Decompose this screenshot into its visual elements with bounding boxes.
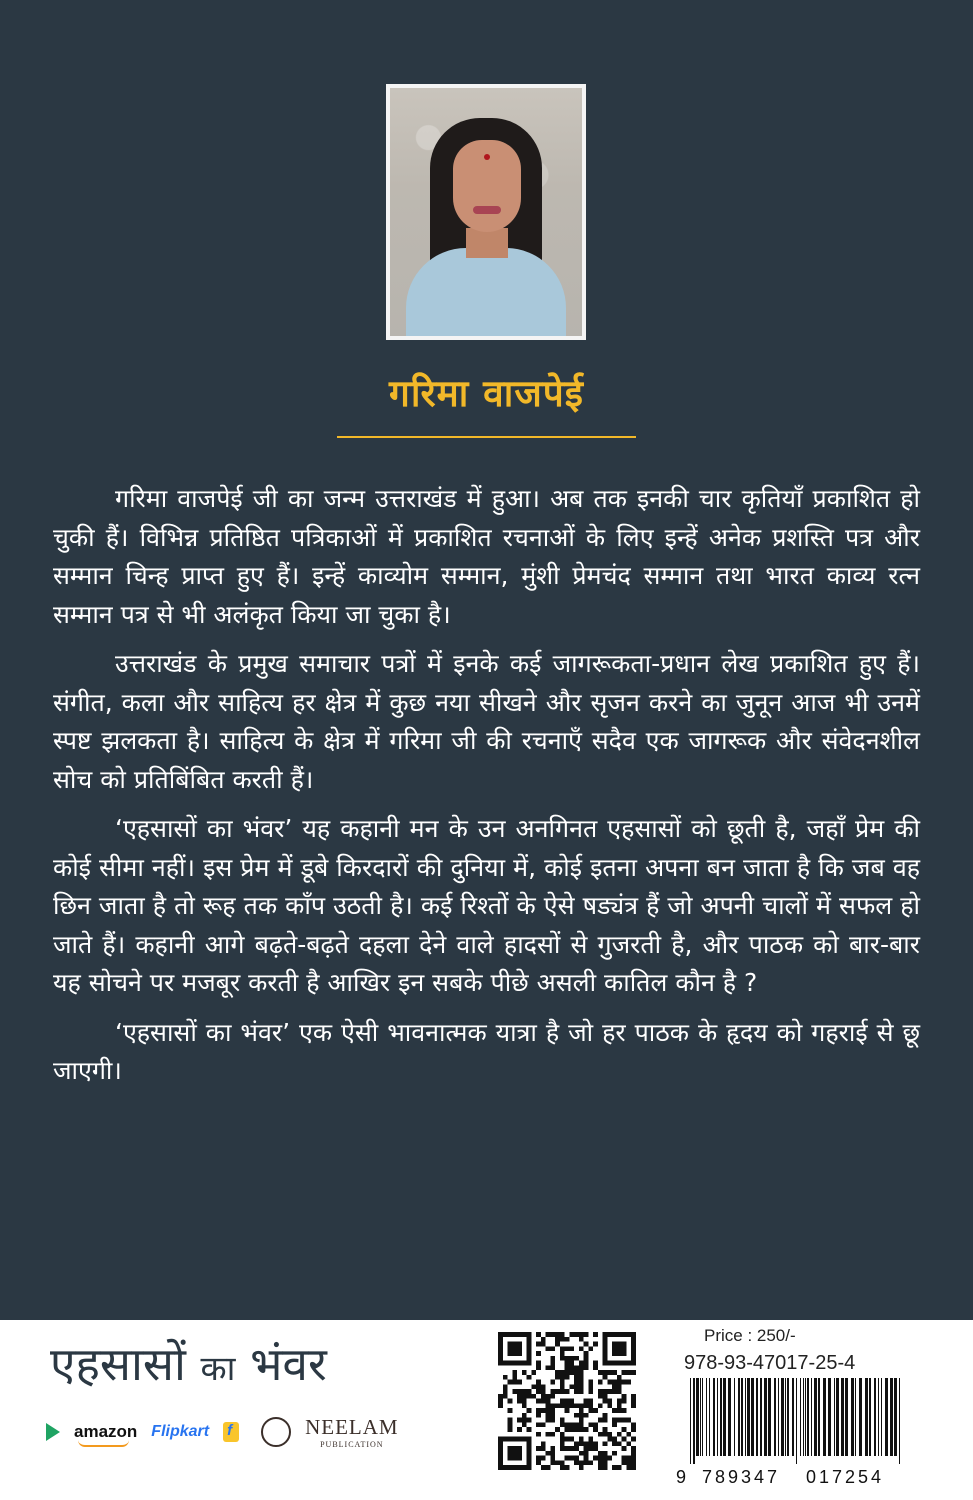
- barcode-digits-left: 789347: [702, 1467, 781, 1487]
- price-label: Price : 250/-: [704, 1326, 796, 1345]
- barcode-digits: [676, 1467, 916, 1488]
- book-title: [50, 1332, 490, 1394]
- flipkart-logo: Flipkart: [151, 1423, 210, 1440]
- google-play-icon: [46, 1423, 60, 1441]
- store-logos: [46, 1415, 399, 1449]
- book-title-word: एहसासों: [50, 1337, 186, 1391]
- flipkart-bag-icon: [223, 1422, 239, 1442]
- book-title-word: भंवर: [250, 1337, 327, 1391]
- author-portrait: [390, 88, 582, 336]
- publisher-name: NEELAM: [305, 1415, 399, 1439]
- barcode-digit-first: 9: [676, 1467, 687, 1487]
- isbn-label: 978-93-47017-25-4: [684, 1352, 856, 1374]
- name-underline: [337, 436, 636, 438]
- barcode-digits-right: 017254: [806, 1467, 885, 1487]
- bio-paragraph: गरिमा वाजपेई जी का जन्म उत्तराखंड में हुआ। अब तक इनकी चार कृतियाँ प्रकाशित हो चुकी हैं। विभिन्न प्रतिष्ठित पत्रिकाओं में प्रकाशित रचनाओं के लिए इन्हें अनेक प्रशस्ति पत्र और सम्मान चिन्ह प्राप्त हुए हैं। इन्हें काव्योम सम्मान, मुंशी प्रेमचंद सम्मान तथा भारत काव्य रत्न सम्मान पत्र से भी अलंकृत किया जा चुका है।: [53, 484, 920, 629]
- neelam-emblem-icon: [261, 1417, 291, 1447]
- bio-paragraph: ‘एहसासों का भंवर’ यह कहानी मन के उन अनगिनत एहसासों को छूती है, जहाँ प्रेम की कोई सीमा नहीं। इस प्रेम में डूबे किरदारों की दुनिया में, कोई इतना अपना बन जाता है कि जब वह छिन जाता है तो रूह तक काँप उठती है। कई रिश्तों के ऐसे षड्यंत्र हैं जो अपनी चालों में सफल हो जाते हैं। कहानी आगे बढ़ते-बढ़ते दहला देने वाले हादसों से गुजरती है, और पाठक को बार-बार यह सोचने पर मजबूर करती है आखिर इन सबके पीछे असली कातिल कौन है ?: [53, 814, 920, 997]
- bio-paragraph: ‘एहसासों का भंवर’ एक ऐसी भावनात्मक यात्रा है जो हर पाठक के हृदय को गहराई से छू जाएगी।: [53, 1017, 920, 1085]
- publisher-logo: [305, 1415, 399, 1449]
- footer-strip: [0, 1320, 973, 1500]
- qr-code-icon: [498, 1332, 636, 1470]
- barcode-icon: [688, 1378, 906, 1464]
- amazon-logo: amazon: [74, 1422, 138, 1441]
- author-name: गरिमा वाजपेई: [389, 372, 584, 415]
- author-bio: [53, 480, 920, 1102]
- author-photo: [386, 84, 586, 340]
- publisher-subtitle: PUBLICATION: [320, 1440, 384, 1449]
- book-title-word: का: [200, 1349, 236, 1389]
- bio-paragraph: उत्तराखंड के प्रमुख समाचार पत्रों में इनके कई जागरूकता-प्रधान लेख प्रकाशित हुए हैं। संगीत, कला और साहित्य हर क्षेत्र में कुछ नया सीखने और सृजन करने का जुनून आज भी उनमें स्पष्ट झलकता है। साहित्य के क्षेत्र में गरिमा जी की रचनाएँ सदैव एक जागरूक और संवेदनशील सोच को प्रतिबिंबित करती हैं।: [53, 649, 920, 794]
